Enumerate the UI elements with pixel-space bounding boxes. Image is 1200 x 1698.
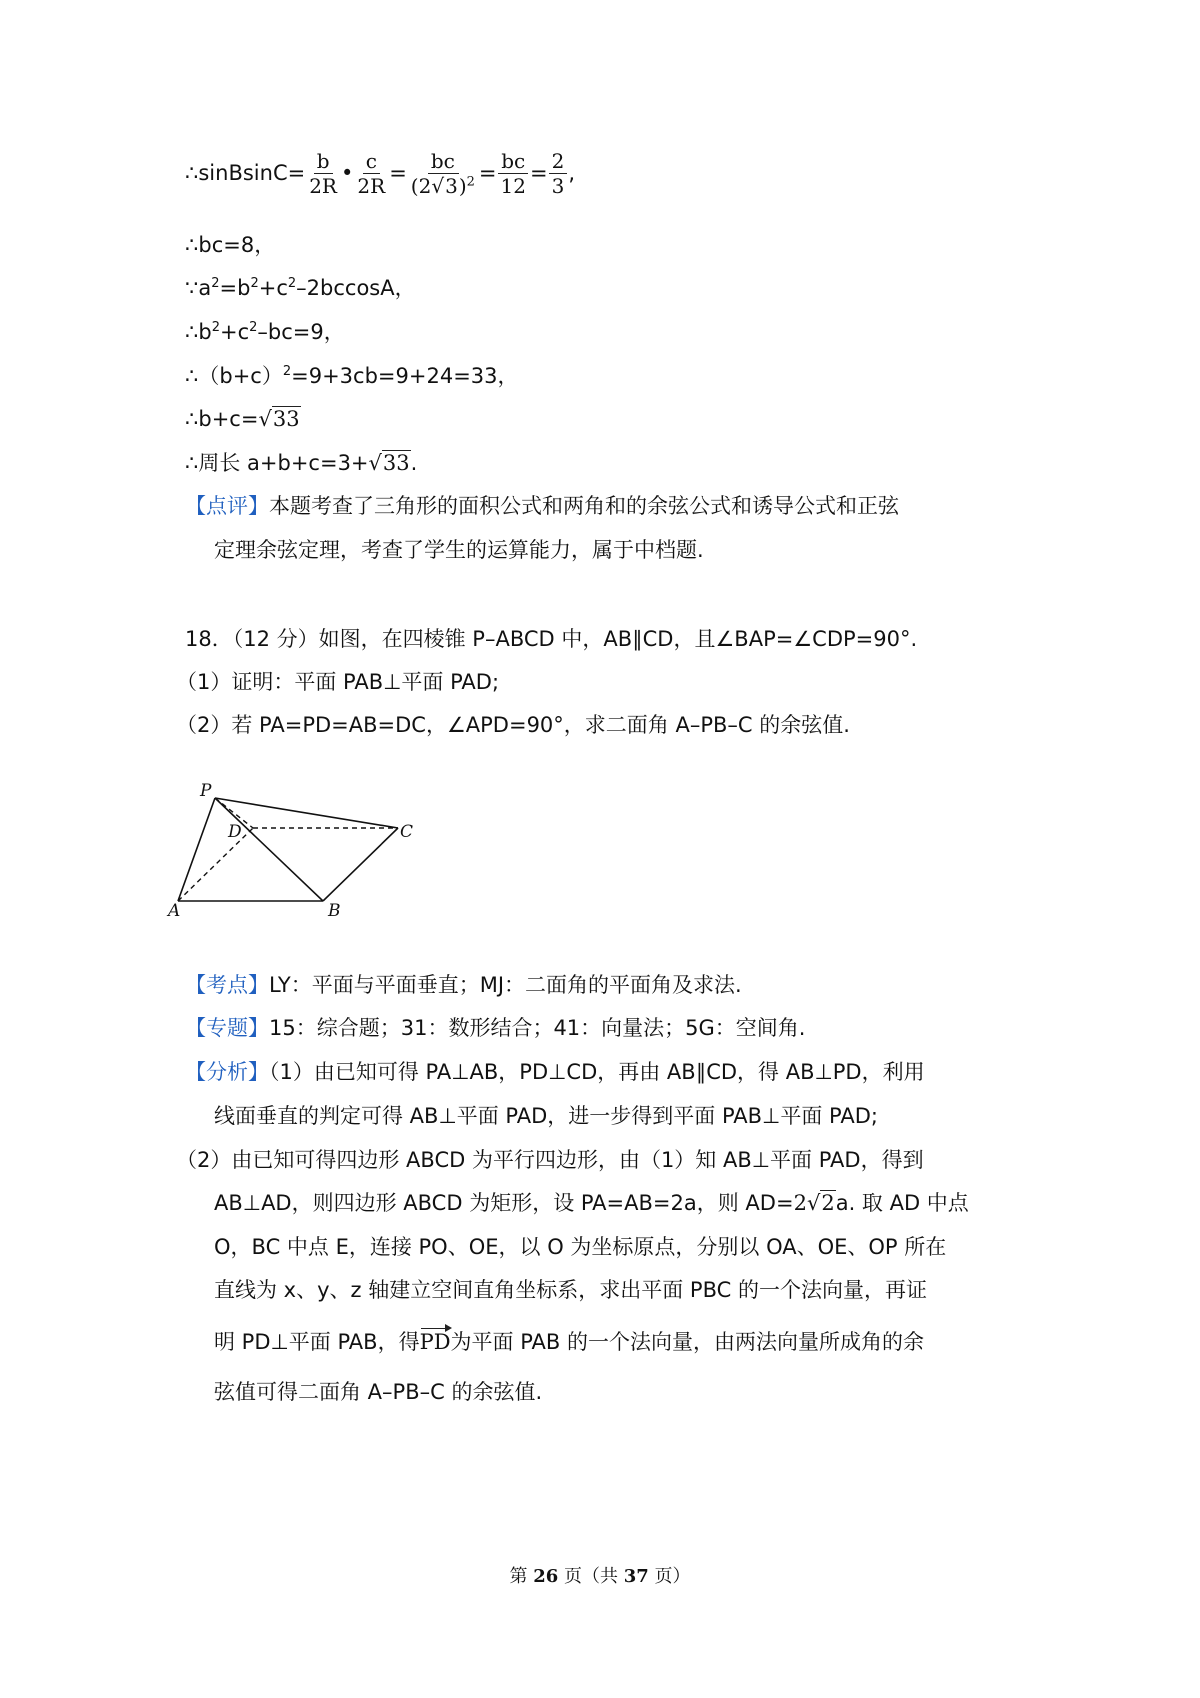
page-number: 26	[533, 1566, 559, 1587]
formula-bplusc: ∴b+c=√33	[185, 407, 300, 431]
review-tag: 【点评】	[185, 494, 269, 518]
formula-sinbsinc: ∴sinBsinC= $\frac{b}{2R}$ • $\frac{c}{2R}$ = $\frac{bc}{(2√3)^2}$ = $\frac{bc}{12}$ = $\frac{2}{3}$ ,	[185, 149, 575, 198]
pyramid-figure	[170, 783, 430, 923]
fraction-bc-2sqrt3-sq: $\frac{bc}{(2√3)^2}$	[410, 149, 475, 198]
fenxi-line-8: 弦值可得二面角 A–PB–C 的余弦值.	[214, 1380, 543, 1404]
label-c: C	[400, 822, 414, 842]
edge-pa	[178, 798, 215, 901]
fenxi-line-1: 【分析】（1）由已知可得 PA⊥AB，PD⊥CD，再由 AB∥CD，得 AB⊥PD，利用	[185, 1060, 925, 1084]
label-a: A	[168, 901, 181, 921]
fraction-bc-12: $\frac{bc}{12}$	[498, 150, 529, 198]
zhuanti-line: 【专题】15：综合题；31：数形结合；41：向量法；5G：空间角.	[185, 1016, 806, 1040]
formula-cosine-law: $\because a^2=b^2+c^2-2bccosA$，	[185, 276, 416, 300]
review-line-2: 定理余弦定理，考查了学生的运算能力，属于中档题.	[214, 538, 704, 562]
review-line-1: 【点评】本题考查了三角形的面积公式和两角和的余弦公式和诱导公式和正弦	[185, 494, 899, 518]
fenxi-line-7: 明 PD⊥平面 PAB，得PD为平面 PAB 的一个法向量，由两法向量所成角的余	[214, 1330, 924, 1354]
fenxi-line-2: 线面垂直的判定可得 AB⊥平面 PAD，进一步得到平面 PAB⊥平面 PAD;	[214, 1104, 878, 1128]
fenxi-line-3: （2）由已知可得四边形 ABCD 为平行四边形，由（1）知 AB⊥平面 PAD，得到	[176, 1148, 924, 1172]
fenxi-tag: 【分析】	[185, 1060, 269, 1084]
formula-perimeter: ∴周长 a+b+c=3+√33.	[185, 451, 418, 475]
kaodian-tag: 【考点】	[185, 973, 269, 997]
fraction-b-2r: $\frac{b}{2R}$	[309, 149, 337, 198]
label-d: D	[228, 822, 242, 842]
fraction-c-2r: $\frac{c}{2R}$	[357, 149, 386, 198]
formula-bc: ∴bc=8，	[185, 233, 276, 257]
problem-title: 18．（12 分）如图，在四棱锥 P–ABCD 中，AB∥CD，且∠BAP=∠CDP=90°.	[185, 627, 918, 651]
fraction-2-3: $\frac{2}{3}$	[549, 150, 568, 198]
fenxi-line-4: AB⊥AD，则四边形 ABCD 为矩形，设 PA=AB=2a，则 AD=2√2a. 取 AD 中点	[214, 1191, 969, 1215]
label-b: B	[328, 901, 341, 921]
fenxi-line-6: 直线为 x、y、z 轴建立空间直角坐标系，求出平面 PBC 的一个法向量，再证	[214, 1278, 927, 1302]
formula-2sqrt2: 2√2	[793, 1191, 835, 1215]
vector-pd: PD	[419, 1330, 451, 1354]
page-total: 37	[623, 1566, 649, 1587]
zhuanti-tag: 【专题】	[185, 1016, 269, 1040]
problem-part-2: （2）若 PA=PD=AB=DC，∠APD=90°，求二面角 A–PB–C 的余弦值.	[176, 713, 850, 737]
edge-bc	[323, 828, 398, 901]
kaodian-line: 【考点】LY：平面与平面垂直；MJ：二面角的平面角及求法.	[185, 973, 742, 997]
problem-part-1: （1）证明：平面 PAB⊥平面 PAD;	[176, 670, 500, 694]
fenxi-line-5: O，BC 中点 E，连接 PO、OE，以 O 为坐标原点，分别以 OA、OE、OP 所在	[214, 1235, 947, 1259]
formula-bplusc-sq: $\therefore(b+c)^2=9+3cb=9+24=33$，	[185, 364, 519, 388]
page-footer: 第 26 页（共 37 页）	[509, 1566, 691, 1587]
edge-ad	[178, 828, 253, 901]
label-p: P	[200, 781, 212, 801]
formula-b2c2: $\therefore b^2+c^2-bc=9$，	[185, 320, 345, 344]
